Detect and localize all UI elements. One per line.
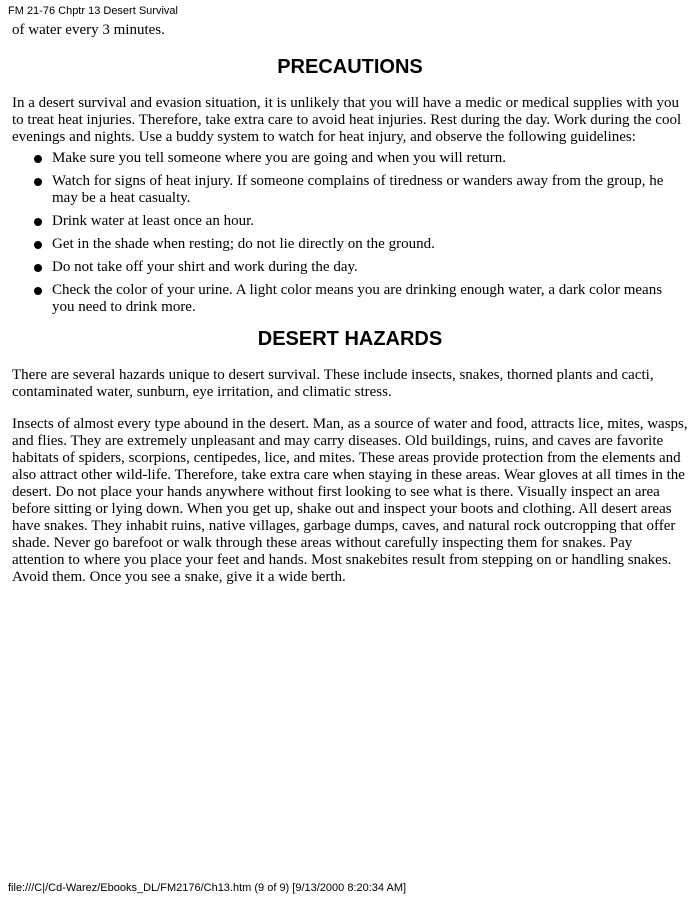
hazards-paragraph: There are several hazards unique to desert survival. These include insects, snakes, thorned plants and cacti, contaminated water, sunburn, eye irritation, and climatic stress. bbox=[12, 367, 654, 400]
list-item: Get in the shade when resting; do not lie directly on the ground. bbox=[12, 236, 688, 253]
list-item: Check the color of your urine. A light color means you are drinking enough water, a dark color means you need to drink more. bbox=[12, 282, 688, 316]
page-header: FM 21-76 Chptr 13 Desert Survival bbox=[8, 5, 178, 17]
desert-hazards-heading: DESERT HAZARDS bbox=[257, 328, 443, 350]
list-item: Drink water at least once an hour. bbox=[12, 213, 688, 230]
document-body bbox=[12, 22, 688, 586]
precautions-intro: In a desert survival and evasion situation, it is unlikely that you will have a medic or medical supplies with you to treat heat injuries. Therefore, take extra care to avoid heat injuries. Rest during the day. Work during the cool evenings and nights. Use a buddy system to watch for heat injury, and observe the following guidelines: bbox=[12, 95, 682, 145]
precautions-list bbox=[12, 150, 688, 316]
hazards-paragraph: Insects of almost every type abound in the desert. Man, as a source of water and food, attracts lice, mites, wasps, and flies. They are extremely unpleasant and may carry diseases. Old buildings, ruins, and caves are favorite habitats of spiders, scorpions, centipedes, lice, and mites. These areas provide protection from the elements and also attract other wild-life. Therefore, take extra care when staying in these areas. Wear gloves at all times in the desert. Do not place your hands anywhere without first looking to see what is there. Visually inspect an area before sitting or lying down. When you get up, shake out and inspect your boots and clothing. All desert areas have snakes. They inhabit ruins, native villages, garbage dumps, caves, and natural rock outcropping that offer shade. Never go barefoot or walk through these areas without carefully inspecting them for snakes. Pay attention to where you place your feet and hands. Most snakebites result from stepping on or handling snakes. Avoid them. Once you see a snake, give it a wide berth. bbox=[12, 416, 688, 585]
list-item: Make sure you tell someone where you are going and when you will return. bbox=[12, 150, 688, 167]
precautions-heading: PRECAUTIONS bbox=[277, 56, 423, 78]
continuation-text: of water every 3 minutes. bbox=[12, 22, 165, 38]
list-item: Watch for signs of heat injury. If someone complains of tiredness or wanders away from the group, he may be a heat casualty. bbox=[12, 173, 688, 207]
page-footer: file:///C|/Cd-Warez/Ebooks_DL/FM2176/Ch13.htm (9 of 9) [9/13/2000 8:20:34 AM] bbox=[8, 882, 407, 894]
list-item: Do not take off your shirt and work during the day. bbox=[12, 259, 688, 276]
